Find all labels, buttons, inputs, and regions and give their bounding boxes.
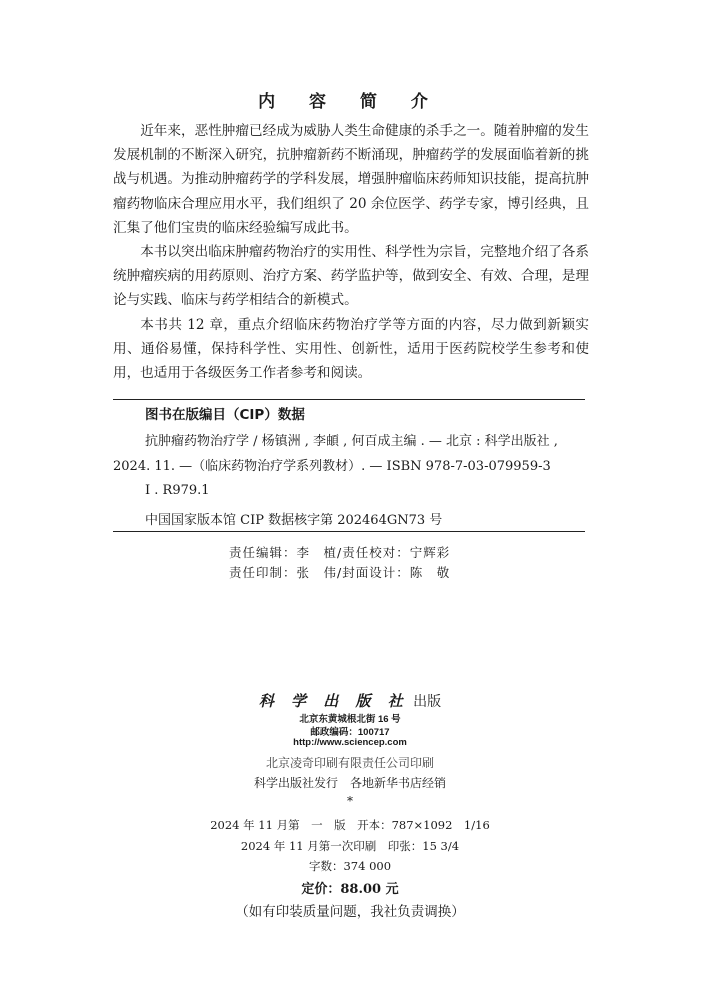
cip-line-1: 抗肿瘤药物治疗学 / 杨镇洲 , 李頔 , 何百成主编 . — 北京 : 科学出版社 ,	[145, 434, 558, 449]
quality-notice: （如有印装质量问题，我社负责调换）	[235, 904, 465, 920]
word-count: 字数：374 000	[308, 859, 392, 873]
cip-top-rule	[113, 399, 585, 400]
cip-bottom-rule	[113, 531, 585, 532]
intro-paragraph-3: 本书共 12 章，重点介绍临床药物治疗学等方面的内容，尽力做到新颖实用、通俗易懂，保持科学性、实用性、创新性，适用于医药院校学生参考和使用，也适用于各级医务工作者参考和阅读。	[113, 316, 589, 382]
cip-classification: Ⅰ . R979.1	[145, 483, 210, 498]
printer-line: 北京凌奇印刷有限责任公司印刷	[265, 756, 434, 770]
intro-paragraph-2: 本书以突出临床肿瘤药物治疗的实用性、科学性为宗旨，完整地介绍了各系统肿瘤疾病的用药原则、治疗方案、药学监护等，做到安全、有效、合理，是理论与实践、临床与药学相结合的新模式。	[113, 244, 589, 309]
publisher-line	[0, 690, 700, 711]
edition-line: 2024 年 11 月第 一 版 开本：787×1092 1/16	[210, 818, 490, 832]
publisher-suffix: 出版	[413, 694, 442, 710]
intro-body	[113, 119, 589, 385]
page-title: 内 容 简 介	[258, 92, 442, 112]
distribution-line: 科学出版社发行 各地新华书店经销	[253, 776, 446, 790]
cip-heading: 图书在版编目（CIP）数据	[145, 407, 305, 423]
staff-editors: 责任编辑：李 植/责任校对：宁辉彩	[229, 545, 451, 560]
cip-line-2: 2024. 11. —（临床药物治疗学系列教材）. — ISBN 978-7-03-079959-3	[113, 459, 551, 474]
staff-production: 责任印制：张 伟/封面设计：陈 敬	[229, 565, 451, 580]
publisher-website: http://www.sciencep.com	[293, 737, 407, 748]
separator-star: *	[347, 794, 353, 808]
intro-paragraph-1: 近年来，恶性肿瘤已经成为威胁人类生命健康的杀手之一。随着肿瘤的发生发展机制的不断深入研究，抗肿瘤新药不断涌现，肿瘤药学的发展面临着新的挑战与机遇。为推动肿瘤药学的学科发展，增强肿瘤临床药师知识技能，提高抗肿瘤药物临床合理应用水平，我们组织了 20 余位医学、药学专家，博引经典，且汇集了他们宝贵的临床经验编写成此书。	[113, 123, 589, 236]
price: 定价：88.00 元	[301, 882, 399, 897]
publisher-logo: 科 学 出 版 社	[258, 692, 409, 710]
publisher-address: 北京东黄城根北街 16 号	[299, 714, 401, 725]
cip-record-number: 中国国家版本馆 CIP 数据核字第 202464GN73 号	[145, 513, 443, 528]
publisher-postcode: 邮政编码：100717	[310, 727, 390, 738]
printing-line: 2024 年 11 月第一次印刷 印张：15 3/4	[240, 839, 460, 853]
